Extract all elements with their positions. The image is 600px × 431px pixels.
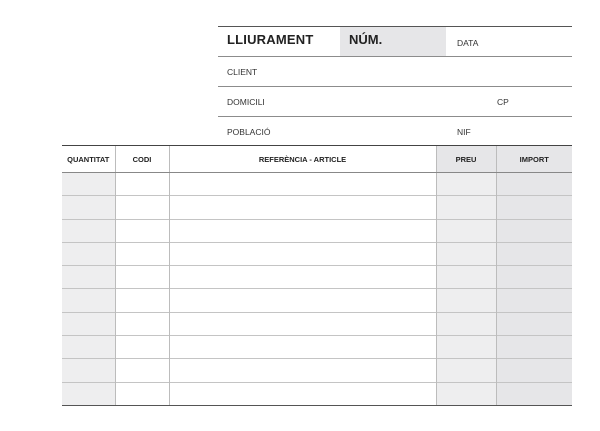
code-cell[interactable] xyxy=(115,242,169,265)
tax-id-label: NIF xyxy=(457,127,471,137)
quantity-cell[interactable] xyxy=(62,266,115,289)
reference-cell[interactable] xyxy=(169,312,436,335)
quantity-cell[interactable] xyxy=(62,336,115,359)
table-row xyxy=(62,266,572,289)
items-table xyxy=(62,145,572,406)
quantity-cell[interactable] xyxy=(62,242,115,265)
code-cell[interactable] xyxy=(115,312,169,335)
table-row xyxy=(62,359,572,382)
postal-code-label: CP xyxy=(497,97,509,107)
amount-cell[interactable] xyxy=(496,266,572,289)
number-field[interactable] xyxy=(340,27,446,56)
code-cell[interactable] xyxy=(115,289,169,312)
table-row xyxy=(62,336,572,359)
quantity-cell[interactable] xyxy=(62,196,115,219)
amount-cell[interactable] xyxy=(496,173,572,196)
table-row xyxy=(62,289,572,312)
document-title: LLIURAMENT xyxy=(227,32,314,47)
code-cell[interactable] xyxy=(115,266,169,289)
reference-cell[interactable] xyxy=(169,289,436,312)
amount-cell[interactable] xyxy=(496,242,572,265)
address-label: DOMICILI xyxy=(227,97,265,107)
quantity-cell[interactable] xyxy=(62,289,115,312)
town-label: POBLACIÓ xyxy=(227,127,271,137)
amount-cell[interactable] xyxy=(496,336,572,359)
price-cell[interactable] xyxy=(436,382,496,405)
reference-cell[interactable] xyxy=(169,266,436,289)
delivery-header xyxy=(218,26,572,147)
table-row xyxy=(62,242,572,265)
table-row xyxy=(62,382,572,405)
reference-cell[interactable] xyxy=(169,196,436,219)
amount-cell[interactable] xyxy=(496,219,572,242)
reference-cell[interactable] xyxy=(169,382,436,405)
amount-cell[interactable] xyxy=(496,359,572,382)
title-row xyxy=(218,26,572,56)
column-header-reference-article: REFERÈNCIA - ARTICLE xyxy=(169,146,436,173)
column-header-price: PREU xyxy=(436,146,496,173)
address-field[interactable] xyxy=(218,86,572,116)
reference-cell[interactable] xyxy=(169,173,436,196)
table-row xyxy=(62,196,572,219)
table-row xyxy=(62,312,572,335)
date-label: DATA xyxy=(457,38,479,48)
reference-cell[interactable] xyxy=(169,219,436,242)
number-label: NÚM. xyxy=(349,32,383,47)
quantity-cell[interactable] xyxy=(62,359,115,382)
column-header-amount: IMPORT xyxy=(496,146,572,173)
code-cell[interactable] xyxy=(115,219,169,242)
price-cell[interactable] xyxy=(436,242,496,265)
table-row xyxy=(62,173,572,196)
client-field[interactable] xyxy=(218,56,572,86)
amount-cell[interactable] xyxy=(496,196,572,219)
quantity-cell[interactable] xyxy=(62,312,115,335)
quantity-cell[interactable] xyxy=(62,173,115,196)
code-cell[interactable] xyxy=(115,382,169,405)
code-cell[interactable] xyxy=(115,196,169,219)
price-cell[interactable] xyxy=(436,336,496,359)
amount-cell[interactable] xyxy=(496,289,572,312)
price-cell[interactable] xyxy=(436,312,496,335)
reference-cell[interactable] xyxy=(169,242,436,265)
table-row xyxy=(62,219,572,242)
price-cell[interactable] xyxy=(436,289,496,312)
town-field[interactable] xyxy=(218,116,572,147)
code-cell[interactable] xyxy=(115,359,169,382)
quantity-cell[interactable] xyxy=(62,219,115,242)
price-cell[interactable] xyxy=(436,359,496,382)
reference-cell[interactable] xyxy=(169,359,436,382)
amount-cell[interactable] xyxy=(496,382,572,405)
quantity-cell[interactable] xyxy=(62,382,115,405)
price-cell[interactable] xyxy=(436,173,496,196)
table-header-row xyxy=(62,146,572,173)
column-header-quantity: QUANTITAT xyxy=(62,146,115,173)
price-cell[interactable] xyxy=(436,219,496,242)
amount-cell[interactable] xyxy=(496,312,572,335)
code-cell[interactable] xyxy=(115,336,169,359)
reference-cell[interactable] xyxy=(169,336,436,359)
price-cell[interactable] xyxy=(436,196,496,219)
column-header-code: CODI xyxy=(115,146,169,173)
price-cell[interactable] xyxy=(436,266,496,289)
client-label: CLIENT xyxy=(227,67,258,77)
code-cell[interactable] xyxy=(115,173,169,196)
